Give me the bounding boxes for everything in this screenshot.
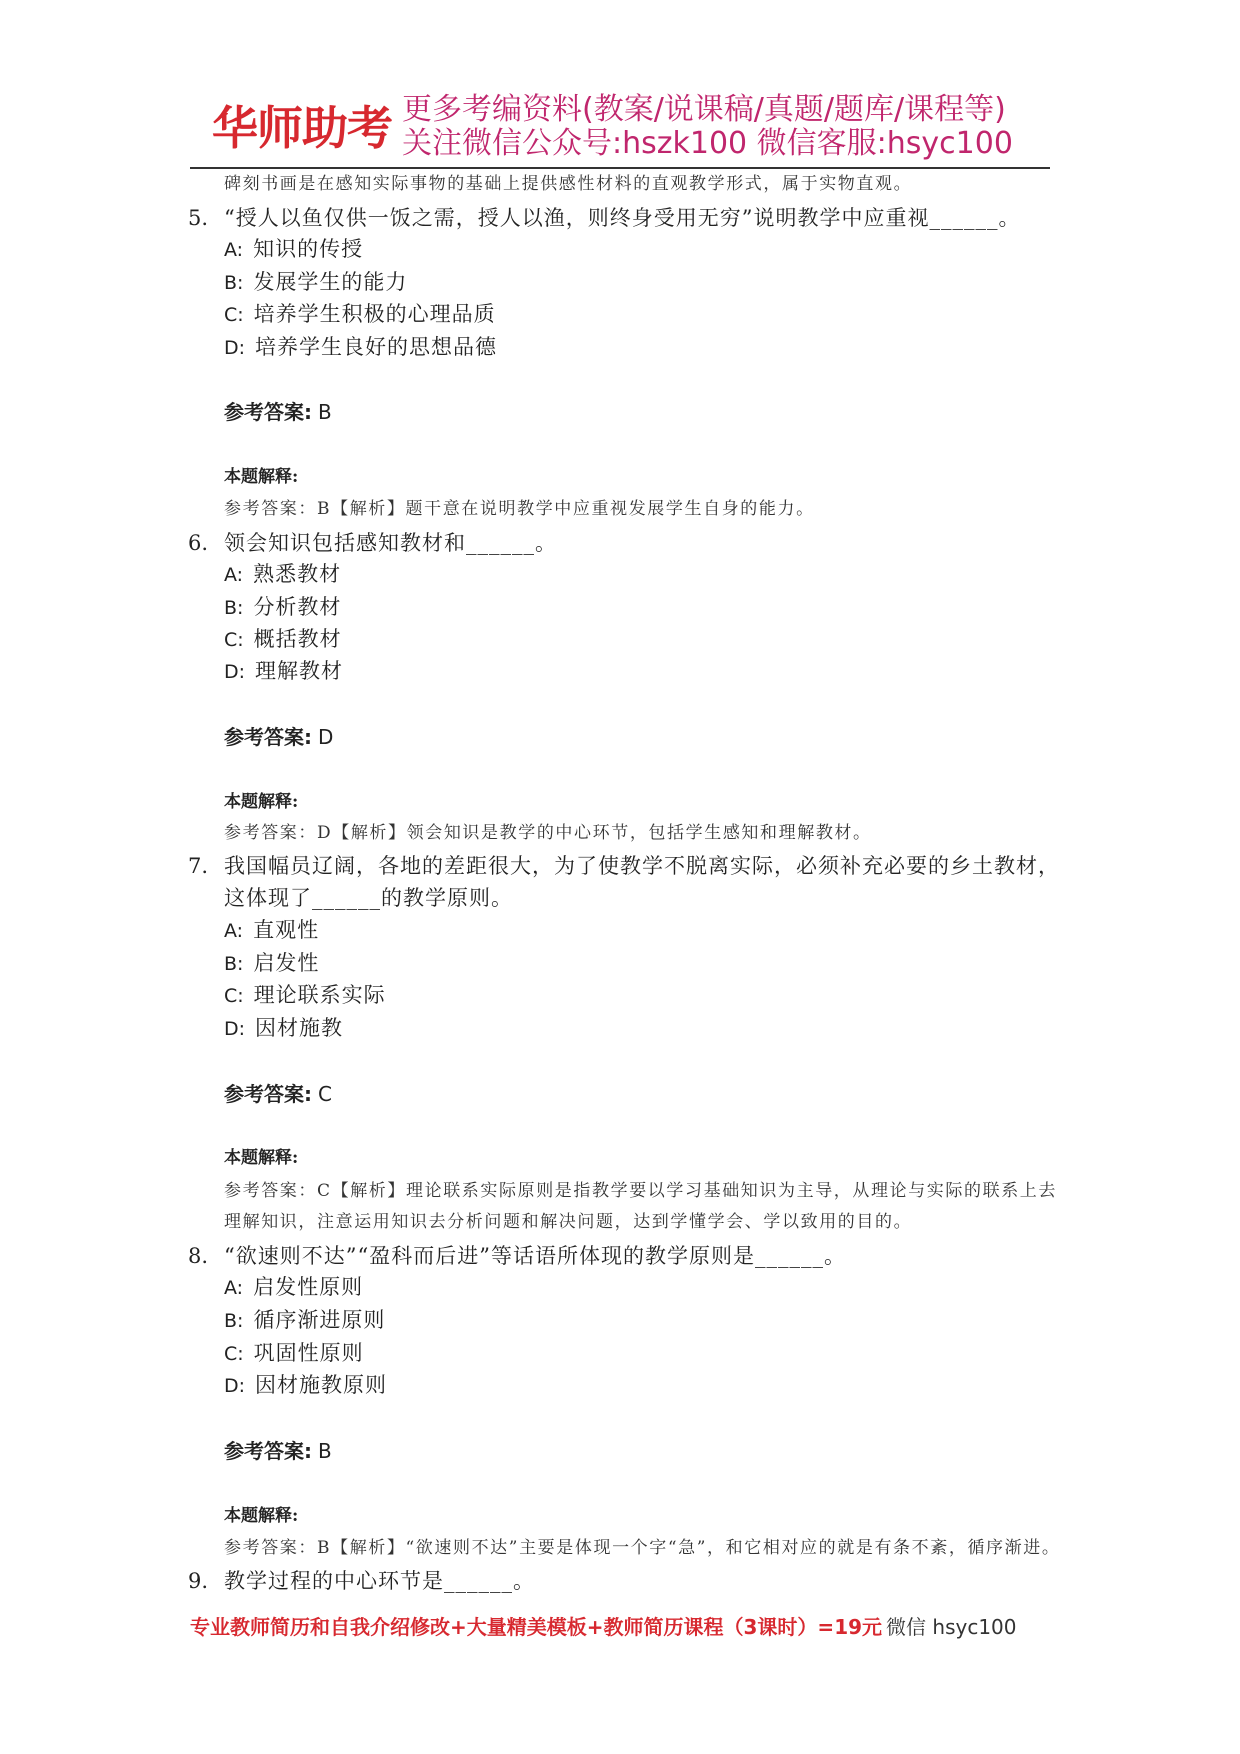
option-d — [224, 656, 343, 687]
option-label: B: — [224, 272, 244, 294]
option-text: 培养学生良好的思想品德 — [255, 335, 498, 359]
option-label: B: — [224, 1310, 244, 1332]
promo-line-1: 更多考编资料(教案/说课稿/真题/题库/课程等) — [402, 92, 1006, 127]
option-d — [224, 1013, 343, 1044]
option-text: 理解教材 — [255, 659, 344, 683]
explanation-label: 本题解释: — [224, 1506, 299, 1526]
option-c — [224, 299, 496, 330]
option-text: 概括教材 — [253, 627, 342, 651]
intro-text: 碑刻书画是在感知实际事物的基础上提供感性材料的直观教学形式，属于实物直观。 — [224, 174, 913, 194]
question-number: 7. — [188, 854, 209, 878]
option-text: 启发性 — [253, 951, 320, 975]
question-text: 领会知识包括感知教材和______。 — [224, 531, 557, 555]
answer-label: 参考答案: — [224, 725, 312, 749]
question-text: 我国幅员辽阔，各地的差距很大，为了使教学不脱离实际，必须补充必要的乡土教材， — [224, 854, 1060, 878]
explanation-text: 理解知识，注意运用知识去分析问题和解决问题，达到学懂学会、学以致用的目的。 — [224, 1212, 913, 1232]
question-number: 5. — [188, 206, 209, 230]
option-label: D: — [224, 661, 246, 683]
option-label: A: — [224, 564, 244, 586]
promo-line-2: 关注微信公众号:hszk100 微信客服:hsyc100 — [402, 126, 1013, 161]
option-label: B: — [224, 953, 244, 975]
option-label: A: — [224, 239, 244, 261]
answer — [224, 1079, 332, 1109]
option-d — [224, 1370, 387, 1401]
option-label: D: — [224, 337, 246, 359]
explanation-label: 本题解释: — [224, 467, 299, 487]
answer-value: B — [318, 400, 332, 424]
question-text: 教学过程的中心环节是______。 — [224, 1569, 535, 1593]
option-label: D: — [224, 1018, 246, 1040]
option-b — [224, 267, 407, 298]
option-c — [224, 624, 342, 655]
option-text: 培养学生积极的心理品质 — [253, 302, 496, 326]
footer-promo: 专业教师简历和自我介绍修改+大量精美模板+教师简历课程（3课时）=19元 — [190, 1615, 883, 1639]
answer-label: 参考答案: — [224, 1082, 312, 1106]
question-text: “欲速则不达”“盈科而后进”等话语所体现的教学原则是______。 — [224, 1244, 846, 1268]
option-text: 循序渐进原则 — [253, 1308, 386, 1332]
explanation-text: 参考答案：D【解析】领会知识是教学的中心环节，包括学生感知和理解教材。 — [224, 823, 872, 843]
option-text: 知识的传授 — [253, 237, 364, 261]
answer-label: 参考答案: — [224, 400, 312, 424]
brand-logo: 华师助考 — [212, 101, 392, 155]
explanation-label: 本题解释: — [224, 792, 299, 812]
explanation-text: 参考答案：C【解析】理论联系实际原则是指教学要以学习基础知识为主导，从理论与实际的联系上去 — [224, 1181, 1058, 1201]
option-label: A: — [224, 920, 244, 942]
option-label: B: — [224, 597, 244, 619]
answer-label: 参考答案: — [224, 1439, 312, 1463]
answer — [224, 1436, 332, 1466]
option-text: 理论联系实际 — [253, 983, 386, 1007]
option-text: 巩固性原则 — [253, 1341, 364, 1365]
option-a — [224, 234, 363, 265]
question-number: 9. — [188, 1569, 209, 1593]
answer-value: C — [318, 1082, 332, 1106]
option-b — [224, 1305, 385, 1336]
explanation-text: 参考答案：B【解析】题干意在说明教学中应重视发展学生自身的能力。 — [224, 499, 815, 519]
option-label: C: — [224, 985, 244, 1007]
option-text: 熟悉教材 — [253, 562, 342, 586]
option-label: C: — [224, 304, 244, 326]
question-text: 这体现了______的教学原则。 — [224, 886, 513, 910]
option-a — [224, 1272, 363, 1303]
option-d — [224, 332, 497, 363]
header-divider — [190, 167, 1050, 169]
option-a — [224, 915, 319, 946]
answer — [224, 722, 333, 752]
option-label: C: — [224, 629, 244, 651]
option-label: C: — [224, 1343, 244, 1365]
option-c — [224, 980, 386, 1011]
page-footer — [190, 1612, 1017, 1642]
option-b — [224, 948, 319, 979]
option-text: 直观性 — [253, 918, 320, 942]
option-c — [224, 1338, 364, 1369]
option-b — [224, 592, 341, 623]
explanation-text: 参考答案：B【解析】“欲速则不达”主要是体现一个字“急”，和它相对应的就是有条不紊，循序渐进。 — [224, 1538, 1061, 1558]
option-a — [224, 559, 341, 590]
footer-contact: 微信 hsyc100 — [886, 1615, 1017, 1639]
option-label: D: — [224, 1375, 246, 1397]
explanation-label: 本题解释: — [224, 1148, 299, 1168]
option-text: 启发性原则 — [253, 1275, 364, 1299]
option-text: 因材施教 — [255, 1016, 344, 1040]
option-text: 因材施教原则 — [255, 1373, 388, 1397]
option-text: 发展学生的能力 — [253, 270, 408, 294]
option-text: 分析教材 — [253, 595, 342, 619]
answer-value: B — [318, 1439, 332, 1463]
question-number: 8. — [188, 1244, 209, 1268]
question-text: “授人以鱼仅供一饭之需，授人以渔，则终身受用无穷”说明教学中应重视______。 — [224, 206, 1021, 230]
answer — [224, 397, 332, 427]
question-number: 6. — [188, 531, 209, 555]
answer-value: D — [318, 725, 334, 749]
option-label: A: — [224, 1277, 244, 1299]
